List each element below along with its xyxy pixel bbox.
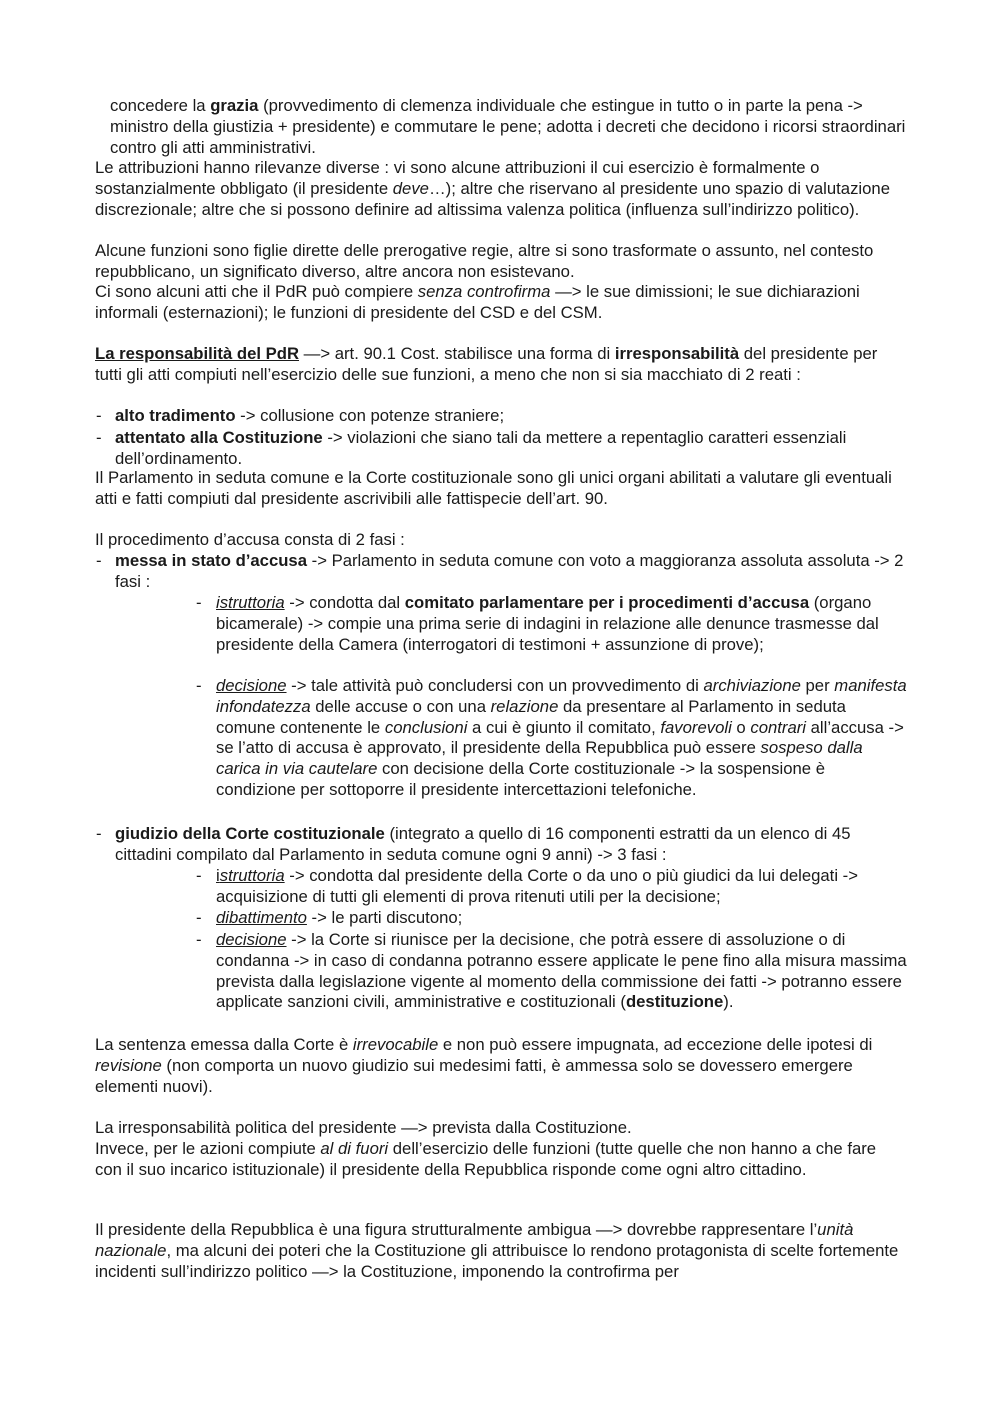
text: -> condotta dal presidente della Corte o da uno o più giudici da lui delegati -> acquisizione di tutti gli elementi di prova ritenuti utili per la decisione; — [216, 866, 858, 906]
dash-bullet: - — [196, 676, 202, 695]
italic-term: deve — [392, 178, 429, 198]
text: all’accusa -> se l’atto di accusa è approvato, il presidente della Repubblica può essere — [216, 717, 904, 758]
paragraph-organi: Il Parlamento in seduta comune e la Corte costituzionale sono gli unici organi abilitati a valutare gli eventuali atti e fatti compiuti dal presidente ascrivibili alle fattispecie dell’art. 90. — [95, 468, 892, 508]
text: o — [731, 717, 751, 737]
underlined-term: dibattimento — [216, 908, 307, 927]
sublist-item-istruttoria — [196, 593, 907, 655]
text: -> condotta dal — [284, 593, 405, 612]
underlined-term: istruttoria — [216, 593, 285, 612]
text: concedere la — [110, 96, 211, 115]
list-item-giudizio-corte — [96, 824, 907, 866]
sublist-item-istruttoria-corte — [196, 866, 907, 908]
bold-term: alto tradimento — [115, 406, 236, 425]
underlined-term: decisione — [216, 930, 287, 949]
dash-bullet: - — [196, 593, 202, 612]
dash-bullet: - — [196, 866, 202, 885]
italic-term: conclusioni — [384, 717, 468, 737]
section-heading: La responsabilità del PdR — [95, 344, 300, 363]
italic-term: contrari — [750, 717, 806, 737]
bold-term: comitato parlamentare per i procedimenti d’accusa — [404, 593, 810, 612]
underlined-letter: i — [216, 866, 220, 885]
dash-bullet: - — [196, 908, 202, 927]
text: (non comporta un nuovo giudizio sui medesimi fatti, è ammessa solo se dovessero emergere elementi nuovi). — [95, 1055, 853, 1096]
text: , ma alcuni dei poteri che la Costituzione gli attribuisce lo rendono protagonista di scelte fortemente incidenti sull’indirizzo politico —> la Costituzione, imponendo la controfirma per — [95, 1240, 899, 1281]
text: (organo bicamerale) -> compie una prima serie di indagini in relazione alle denunce trasmesse dal presidente della Camera (interrogatori di testimoni + assunzione di prove); — [216, 593, 879, 654]
paragraph-funzioni: Alcune funzioni sono figlie dirette delle prerogative regie, altre si sono trasformate o assunto, nel contesto repubblicano, un significato diverso, altre ancora non esistevano. — [95, 241, 874, 281]
text: —> art. 90.1 Cost. stabilisce una forma di — [299, 344, 615, 363]
dash-bullet: - — [96, 428, 102, 447]
paragraph-attribuzioni — [95, 158, 907, 220]
dash-bullet: - — [96, 551, 102, 570]
italic-term: archiviazione — [703, 676, 801, 695]
text: Invece, per le azioni compiute — [95, 1139, 321, 1158]
bold-term: grazia — [210, 96, 259, 115]
dash-bullet: - — [196, 930, 202, 949]
italic-term: manifesta infondatezza — [216, 676, 907, 716]
text: con decisione della Corte costituzionale -> la sospensione è condizione per sottoporre il presidente intercettazioni telefoniche. — [216, 759, 825, 799]
bold-term: destituzione — [625, 992, 724, 1012]
underlined-term: struttoria — [219, 866, 285, 885]
bold-term: irresponsabilità — [614, 344, 740, 363]
list-item-alto-tradimento — [96, 406, 907, 427]
text: -> collusione con potenze straniere; — [235, 406, 505, 425]
italic-term: relazione — [490, 696, 559, 716]
text: Il presidente della Repubblica è una figura strutturalmente ambigua —> dovrebbe rappresentare l’ — [95, 1220, 818, 1239]
italic-term: sospeso dalla carica in via cautelare — [216, 738, 863, 779]
paragraph-irresponsabilita-politica: La irresponsabilità politica del presidente —> prevista dalla Costituzione. — [95, 1118, 632, 1137]
sublist-item-decisione-corte — [196, 930, 907, 1013]
text: a cui è giunto il comitato, — [467, 717, 661, 737]
paragraph-responsabilita — [95, 344, 907, 386]
bold-term: attentato alla Costituzione — [115, 428, 323, 447]
italic-term: revisione — [95, 1055, 162, 1075]
italic-term: unità nazionale — [95, 1220, 854, 1260]
italic-term: al di fuori — [320, 1139, 389, 1158]
italic-term: senza controfirma — [417, 282, 551, 301]
paragraph-azioni-fuori-funzioni — [95, 1139, 907, 1181]
text: -> violazioni che siano tali da mettere a repentaglio caratteri essenziali dell’ordinamento. — [115, 428, 847, 468]
text: (provvedimento di clemenza individuale che estingue in tutto o in parte la pena -> ministro della giustizia + presidente) e commutare le pene; adotta i decreti che decidono i ricorsi straordinari contro gli atti amministrativi. — [110, 96, 906, 157]
sublist-item-decisione — [196, 676, 907, 801]
list-item-attentato — [96, 428, 907, 470]
bold-term: giudizio della Corte costituzionale — [115, 824, 385, 843]
sublist-item-dibattimento — [196, 908, 907, 929]
paragraph-sentenza — [95, 1035, 907, 1097]
dash-bullet: - — [96, 406, 102, 425]
list-item-messa-in-stato-accusa — [96, 551, 907, 593]
text: -> tale attività può concludersi con un provvedimento di — [286, 676, 704, 695]
underlined-term: decisione — [216, 676, 287, 695]
paragraph-atti-senza-controfirma — [95, 282, 907, 324]
text: delle accuse o con una — [310, 696, 491, 716]
text: -> la Corte si riunisce per la decisione, che potrà essere di assoluzione o di condanna -> in caso di condanna potranno essere applicate le pene fino alla misura massima prevista dalla legislazione vigente al momento della commissione dei fatti -> potranno essere applicate sanzioni civili, amministrative e costituzionali ( — [216, 930, 907, 1012]
paragraph-grazia — [110, 96, 907, 158]
text: dell’esercizio delle funzioni (tutte quelle che non hanno a che fare con il suo incarico istituzionale) il presidente della Repubblica risponde come ogni altro cittadino. — [95, 1139, 877, 1179]
text: da presentare al Parlamento in seduta comune contenente le — [216, 696, 846, 737]
text: e non può essere impugnata, ad eccezione delle ipotesi di — [438, 1035, 873, 1054]
paragraph-figura-ambigua — [95, 1220, 907, 1282]
text: del presidente per tutti gli atti compiuti nell’esercizio delle sue funzioni, a meno che non si sia macchiato di 2 reati : — [95, 344, 878, 384]
text: ). — [723, 992, 734, 1012]
italic-term: favorevoli — [660, 717, 732, 737]
text: -> le parti discutono; — [306, 908, 463, 927]
text: per — [800, 676, 835, 695]
text: -> Parlamento in seduta comune con voto a maggioranza assoluta assoluta -> 2 fasi : — [115, 551, 904, 591]
text: Ci sono alcuni atti che il PdR può compiere — [95, 282, 418, 301]
text: Le attribuzioni hanno rilevanze diverse : vi sono alcune attribuzioni il cui esercizio è formalmente o sostanzialmente obbligato (il presidente — [95, 158, 820, 198]
text: (integrato a quello di 16 componenti estratti da un elenco di 45 cittadini compilato dal Parlamento in seduta comune ogni 9 anni) -> 3 fasi : — [115, 824, 851, 864]
bold-term: messa in stato d’accusa — [115, 551, 307, 570]
text: …); altre che riservano al presidente uno spazio di valutazione discrezionale; altre che si possono definire ad altissima valenza politica (influenza sull’indirizzo politico). — [95, 178, 890, 219]
italic-term: irrevocabile — [352, 1035, 439, 1054]
paragraph-procedimento-intro: Il procedimento d’accusa consta di 2 fasi : — [95, 530, 405, 549]
dash-bullet: - — [96, 824, 102, 843]
text: La sentenza emessa dalla Corte è — [95, 1035, 353, 1054]
text: —> le sue dimissioni; le sue dichiarazioni informali (esternazioni); le funzioni di presidente del CSD e del CSM. — [95, 282, 860, 322]
